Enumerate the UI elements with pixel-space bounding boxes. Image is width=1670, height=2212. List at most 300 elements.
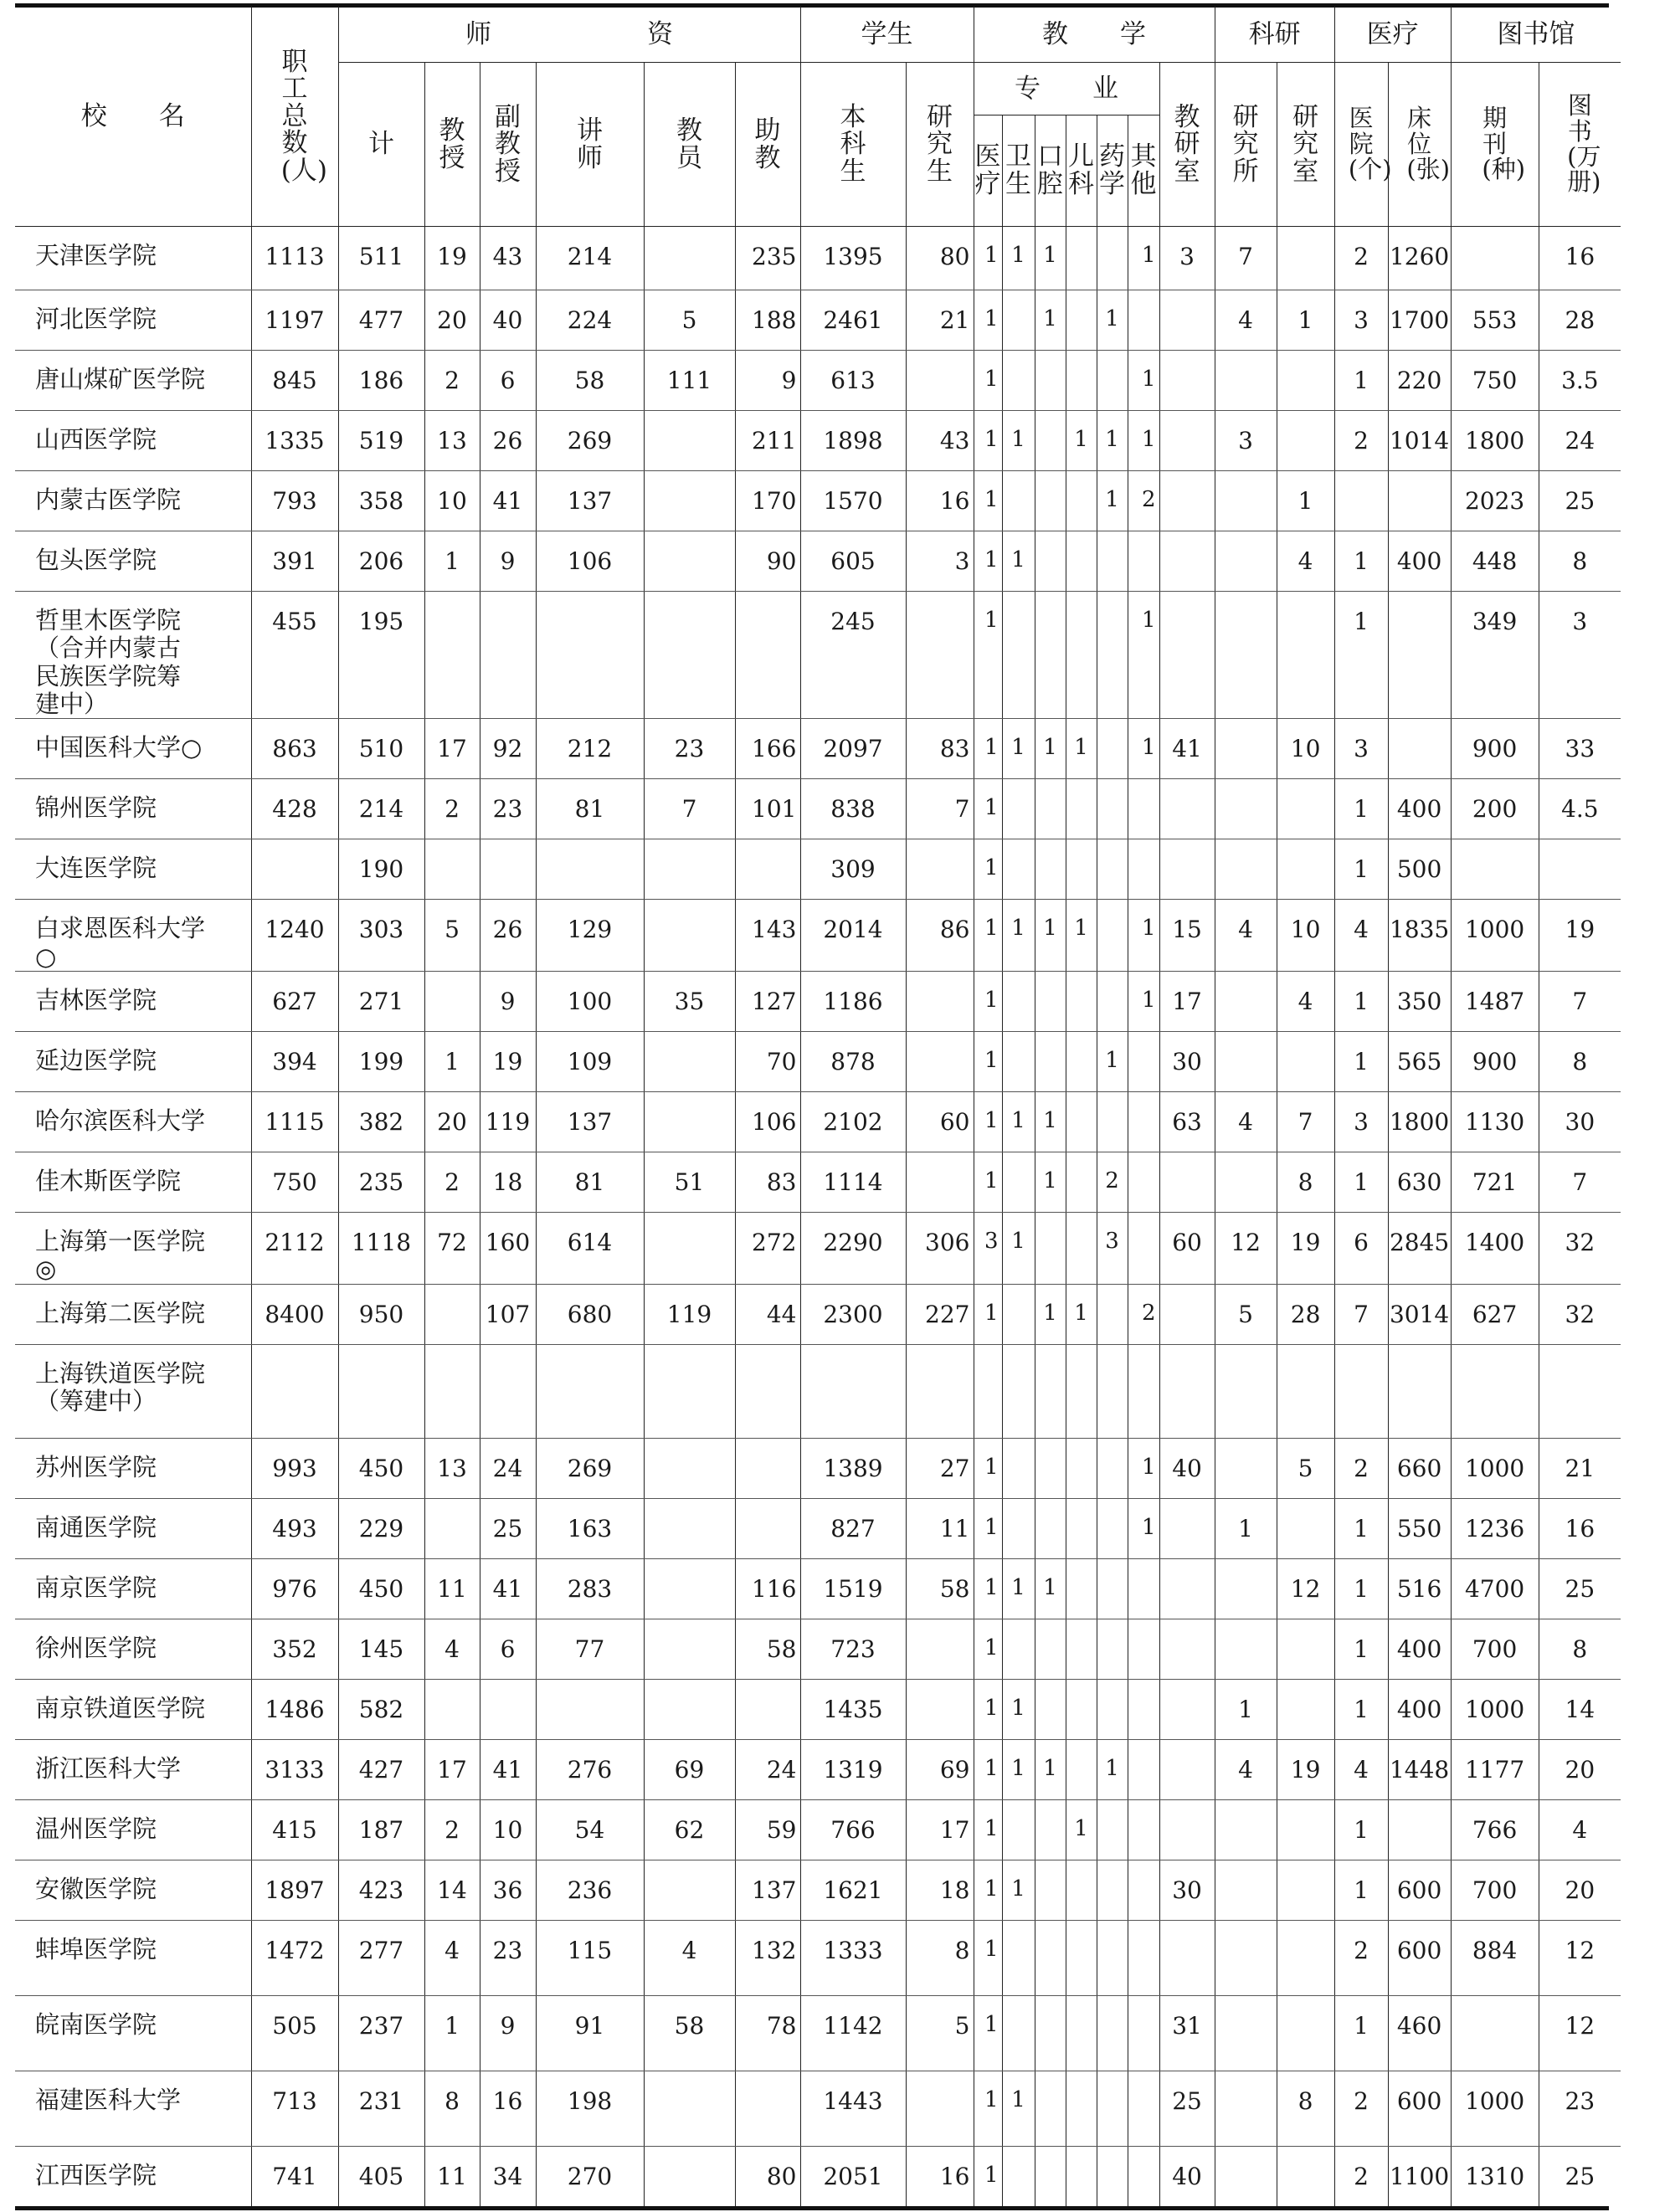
- cell-staff: 1486: [251, 1679, 338, 1739]
- cell-hyg: 1: [1002, 1679, 1035, 1739]
- cell-inst: [1215, 1438, 1277, 1498]
- cell-hosp: 6: [1334, 1213, 1388, 1285]
- cell-jour: 1177: [1451, 1739, 1539, 1799]
- cell-med: [974, 1344, 1002, 1438]
- cell-hosp: 1: [1334, 1995, 1388, 2071]
- cell-lect: 283: [536, 1558, 644, 1619]
- header-undergrad: 本科生: [800, 63, 906, 227]
- cell-inst: 4: [1215, 290, 1277, 351]
- cell-stom: 1: [1035, 1152, 1066, 1213]
- cell-assoc: 10: [480, 1799, 536, 1860]
- cell-hyg: [1002, 1284, 1035, 1344]
- cell-ug: 2014: [800, 900, 906, 972]
- cell-oth: 1: [1128, 1498, 1159, 1558]
- cell-tro: [1159, 1152, 1215, 1213]
- cell-instr: 7: [644, 779, 735, 839]
- cell-prof: 17: [424, 1739, 480, 1799]
- header-institute: 研究所: [1215, 63, 1277, 227]
- cell-hosp: 1: [1334, 972, 1388, 1032]
- table-row: [15, 1092, 1621, 1152]
- cell-books: 12: [1539, 1995, 1621, 2071]
- cell-hosp: 2: [1334, 1920, 1388, 1995]
- cell-lect: 137: [536, 471, 644, 531]
- cell-stom: [1035, 1213, 1066, 1285]
- cell-hosp: 1: [1334, 531, 1388, 592]
- cell-ped: [1066, 2071, 1097, 2146]
- cell-lect: 109: [536, 1032, 644, 1092]
- cell-inst: [1215, 719, 1277, 779]
- cell-t-total: 231: [338, 2071, 424, 2146]
- cell-beds: 400: [1388, 531, 1451, 592]
- cell-staff: 428: [251, 779, 338, 839]
- cell-asst: 58: [735, 1619, 800, 1679]
- cell-ro: [1277, 1032, 1334, 1092]
- cell-asst: [735, 1498, 800, 1558]
- cell-med: 1: [974, 900, 1002, 972]
- cell-inst: [1215, 1995, 1277, 2071]
- cell-t-total: 199: [338, 1032, 424, 1092]
- cell-t-total: 195: [338, 592, 424, 719]
- cell-pharm: [1097, 1558, 1128, 1619]
- cell-tro: 3: [1159, 227, 1215, 290]
- cell-lect: 214: [536, 227, 644, 290]
- cell-tro: 25: [1159, 2071, 1215, 2146]
- cell-instr: [644, 2071, 735, 2146]
- cell-oth: [1128, 839, 1159, 900]
- cell-grad: [906, 1152, 974, 1213]
- cell-tro: 63: [1159, 1092, 1215, 1152]
- cell-oth: 1: [1128, 227, 1159, 290]
- school-name-cell: 苏州医学院: [15, 1438, 251, 1498]
- cell-books: 3.5: [1539, 351, 1621, 411]
- cell-hosp: 1: [1334, 592, 1388, 719]
- cell-jour: 1310: [1451, 2146, 1539, 2206]
- cell-assoc: 160: [480, 1213, 536, 1285]
- cell-hosp: 2: [1334, 2146, 1388, 2206]
- cell-ug: 2051: [800, 2146, 906, 2206]
- cell-staff: 1115: [251, 1092, 338, 1152]
- school-name-cell: 内蒙古医学院: [15, 471, 251, 531]
- header-spec-other: 其他: [1128, 115, 1159, 227]
- cell-tro: [1159, 1799, 1215, 1860]
- cell-prof: 13: [424, 411, 480, 471]
- table-row: [15, 1438, 1621, 1498]
- cell-beds: [1388, 592, 1451, 719]
- cell-beds: 550: [1388, 1498, 1451, 1558]
- cell-ug: 723: [800, 1619, 906, 1679]
- cell-pharm: [1097, 592, 1128, 719]
- cell-inst: [1215, 1920, 1277, 1995]
- cell-asst: 235: [735, 227, 800, 290]
- cell-inst: [1215, 471, 1277, 531]
- cell-grad: [906, 972, 974, 1032]
- cell-ug: 1621: [800, 1860, 906, 1920]
- cell-grad: 43: [906, 411, 974, 471]
- cell-books: 30: [1539, 1092, 1621, 1152]
- cell-books: 25: [1539, 471, 1621, 531]
- cell-hyg: 1: [1002, 2071, 1035, 2146]
- cell-t-total: 511: [338, 227, 424, 290]
- header-lecturer: 讲师: [536, 63, 644, 227]
- cell-prof: 2: [424, 1152, 480, 1213]
- cell-asst: [735, 1344, 800, 1438]
- cell-instr: [644, 1092, 735, 1152]
- cell-staff: 1240: [251, 900, 338, 972]
- cell-hyg: 1: [1002, 900, 1035, 972]
- cell-jour: [1451, 1344, 1539, 1438]
- cell-grad: [906, 1619, 974, 1679]
- cell-assoc: 41: [480, 1739, 536, 1799]
- cell-stom: [1035, 779, 1066, 839]
- cell-hyg: 1: [1002, 719, 1035, 779]
- cell-ug: 1443: [800, 2071, 906, 2146]
- cell-ug: 2097: [800, 719, 906, 779]
- school-name-cell: 上海铁道医学院 （筹建中）: [15, 1344, 251, 1438]
- cell-prof: 14: [424, 1860, 480, 1920]
- header-research-office: 研究室: [1277, 63, 1334, 227]
- cell-books: 7: [1539, 972, 1621, 1032]
- cell-books: 14: [1539, 1679, 1621, 1739]
- header-students: 学生: [800, 7, 974, 63]
- cell-assoc: 25: [480, 1498, 536, 1558]
- cell-hosp: 3: [1334, 290, 1388, 351]
- cell-inst: [1215, 351, 1277, 411]
- cell-t-total: 271: [338, 972, 424, 1032]
- cell-staff: 352: [251, 1619, 338, 1679]
- school-name-cell: 南京医学院: [15, 1558, 251, 1619]
- cell-ped: 1: [1066, 719, 1097, 779]
- header-teaching: 教 学: [974, 7, 1215, 63]
- cell-asst: 188: [735, 290, 800, 351]
- cell-assoc: 9: [480, 531, 536, 592]
- cell-hosp: 1: [1334, 1498, 1388, 1558]
- cell-jour: 200: [1451, 779, 1539, 839]
- cell-ro: [1277, 1344, 1334, 1438]
- cell-assoc: 107: [480, 1284, 536, 1344]
- cell-t-total: 477: [338, 290, 424, 351]
- cell-prof: 4: [424, 1619, 480, 1679]
- cell-prof: 10: [424, 471, 480, 531]
- school-name-cell: 吉林医学院: [15, 972, 251, 1032]
- cell-instr: [644, 1498, 735, 1558]
- cell-staff: 750: [251, 1152, 338, 1213]
- cell-books: 20: [1539, 1860, 1621, 1920]
- cell-t-total: 519: [338, 411, 424, 471]
- cell-pharm: 1: [1097, 1739, 1128, 1799]
- cell-lect: 163: [536, 1498, 644, 1558]
- cell-oth: 1: [1128, 900, 1159, 972]
- cell-pharm: [1097, 1498, 1128, 1558]
- cell-instr: [644, 592, 735, 719]
- cell-tro: 30: [1159, 1860, 1215, 1920]
- cell-ped: [1066, 592, 1097, 719]
- cell-ped: 1: [1066, 1799, 1097, 1860]
- cell-stom: [1035, 592, 1066, 719]
- cell-books: 16: [1539, 1498, 1621, 1558]
- cell-lect: 91: [536, 1995, 644, 2071]
- cell-lect: 276: [536, 1739, 644, 1799]
- cell-staff: 1197: [251, 290, 338, 351]
- cell-beds: 460: [1388, 1995, 1451, 2071]
- cell-asst: 70: [735, 1032, 800, 1092]
- cell-t-total: 235: [338, 1152, 424, 1213]
- cell-t-total: 950: [338, 1284, 424, 1344]
- cell-ped: [1066, 1920, 1097, 1995]
- cell-oth: 1: [1128, 592, 1159, 719]
- cell-instr: 5: [644, 290, 735, 351]
- cell-inst: 3: [1215, 411, 1277, 471]
- cell-grad: [906, 592, 974, 719]
- cell-books: 12: [1539, 1920, 1621, 1995]
- header-teachers-total: 计: [338, 63, 424, 227]
- table-row: [15, 1679, 1621, 1739]
- cell-hosp: [1334, 1344, 1388, 1438]
- cell-inst: [1215, 1558, 1277, 1619]
- cell-asst: 59: [735, 1799, 800, 1860]
- table-row: [15, 1558, 1621, 1619]
- cell-stom: [1035, 839, 1066, 900]
- cell-jour: 750: [1451, 351, 1539, 411]
- table-row: [15, 719, 1621, 779]
- cell-beds: 516: [1388, 1558, 1451, 1619]
- cell-stom: [1035, 351, 1066, 411]
- cell-oth: [1128, 1739, 1159, 1799]
- cell-t-total: 186: [338, 351, 424, 411]
- cell-inst: [1215, 972, 1277, 1032]
- cell-hyg: [1002, 1438, 1035, 1498]
- cell-ped: [1066, 1344, 1097, 1438]
- table-row: [15, 839, 1621, 900]
- table-row: [15, 2071, 1621, 2146]
- cell-med: 1: [974, 1619, 1002, 1679]
- cell-inst: [1215, 2146, 1277, 2206]
- cell-stom: [1035, 1438, 1066, 1498]
- cell-grad: 16: [906, 471, 974, 531]
- cell-grad: 306: [906, 1213, 974, 1285]
- cell-ro: 7: [1277, 1092, 1334, 1152]
- cell-pharm: [1097, 227, 1128, 290]
- cell-ug: 1570: [800, 471, 906, 531]
- header-spec-pediatrics: 儿科: [1066, 115, 1097, 227]
- cell-stom: [1035, 531, 1066, 592]
- cell-asst: 137: [735, 1860, 800, 1920]
- cell-pharm: [1097, 1799, 1128, 1860]
- cell-instr: 119: [644, 1284, 735, 1344]
- cell-tro: [1159, 1558, 1215, 1619]
- cell-stom: [1035, 1344, 1066, 1438]
- cell-hyg: [1002, 351, 1035, 411]
- cell-t-total: 510: [338, 719, 424, 779]
- cell-pharm: [1097, 1344, 1128, 1438]
- cell-tro: [1159, 839, 1215, 900]
- cell-oth: [1128, 1799, 1159, 1860]
- cell-beds: 1700: [1388, 290, 1451, 351]
- cell-inst: [1215, 1619, 1277, 1679]
- cell-ped: [1066, 1092, 1097, 1152]
- cell-ped: [1066, 839, 1097, 900]
- cell-pharm: [1097, 1438, 1128, 1498]
- cell-hyg: 1: [1002, 1739, 1035, 1799]
- cell-med: 1: [974, 2071, 1002, 2146]
- cell-books: [1539, 839, 1621, 900]
- cell-grad: 27: [906, 1438, 974, 1498]
- cell-asst: 90: [735, 531, 800, 592]
- cell-asst: 9: [735, 351, 800, 411]
- cell-t-total: 427: [338, 1739, 424, 1799]
- cell-pharm: 1: [1097, 1032, 1128, 1092]
- cell-tro: 60: [1159, 1213, 1215, 1285]
- cell-beds: 630: [1388, 1152, 1451, 1213]
- cell-hosp: 1: [1334, 351, 1388, 411]
- cell-inst: 4: [1215, 1739, 1277, 1799]
- cell-med: 1: [974, 779, 1002, 839]
- cell-books: 28: [1539, 290, 1621, 351]
- cell-med: 1: [974, 1092, 1002, 1152]
- cell-ro: 10: [1277, 900, 1334, 972]
- cell-grad: 18: [906, 1860, 974, 1920]
- school-name-cell: 福建医科大学: [15, 2071, 251, 2146]
- cell-oth: [1128, 1344, 1159, 1438]
- header-graduate: 研究生: [906, 63, 974, 227]
- cell-tro: 40: [1159, 1438, 1215, 1498]
- cell-tro: [1159, 1344, 1215, 1438]
- cell-staff: 2112: [251, 1213, 338, 1285]
- table-row: [15, 1213, 1621, 1285]
- cell-asst: 101: [735, 779, 800, 839]
- header-spec-stomatology: 口腔: [1035, 115, 1066, 227]
- cell-oth: [1128, 2071, 1159, 2146]
- school-name-cell: 白求恩医科大学 ○: [15, 900, 251, 972]
- cell-assoc: 19: [480, 1032, 536, 1092]
- cell-med: 3: [974, 1213, 1002, 1285]
- cell-med: 1: [974, 1284, 1002, 1344]
- cell-instr: [644, 471, 735, 531]
- cell-inst: [1215, 1344, 1277, 1438]
- cell-instr: [644, 531, 735, 592]
- cell-books: 32: [1539, 1213, 1621, 1285]
- cell-lect: 270: [536, 2146, 644, 2206]
- header-healthcare: 医疗: [1334, 7, 1451, 63]
- cell-ro: 4: [1277, 972, 1334, 1032]
- cell-hosp: 1: [1334, 1799, 1388, 1860]
- cell-oth: [1128, 1152, 1159, 1213]
- cell-asst: [735, 1438, 800, 1498]
- cell-hosp: 1: [1334, 839, 1388, 900]
- cell-ped: [1066, 1995, 1097, 2071]
- cell-books: 7: [1539, 1152, 1621, 1213]
- cell-lect: 614: [536, 1213, 644, 1285]
- cell-ped: [1066, 1739, 1097, 1799]
- cell-asst: 127: [735, 972, 800, 1032]
- cell-ped: [1066, 1032, 1097, 1092]
- cell-ro: [1277, 2146, 1334, 2206]
- cell-jour: 1800: [1451, 411, 1539, 471]
- cell-asst: 24: [735, 1739, 800, 1799]
- cell-prof: [424, 1344, 480, 1438]
- cell-pharm: [1097, 2146, 1128, 2206]
- cell-inst: 5: [1215, 1284, 1277, 1344]
- cell-books: 20: [1539, 1739, 1621, 1799]
- cell-asst: 166: [735, 719, 800, 779]
- cell-ro: [1277, 351, 1334, 411]
- cell-inst: 4: [1215, 1092, 1277, 1152]
- cell-beds: [1388, 719, 1451, 779]
- cell-ro: 5: [1277, 1438, 1334, 1498]
- cell-beds: 1448: [1388, 1739, 1451, 1799]
- cell-books: 4: [1539, 1799, 1621, 1860]
- cell-oth: [1128, 1995, 1159, 2071]
- table-bottom-rule: [15, 2206, 1609, 2210]
- header-journals: 期刊(种): [1451, 63, 1539, 227]
- cell-instr: [644, 1860, 735, 1920]
- cell-lect: 680: [536, 1284, 644, 1344]
- cell-assoc: 6: [480, 351, 536, 411]
- cell-hyg: 1: [1002, 1213, 1035, 1285]
- cell-hyg: [1002, 839, 1035, 900]
- cell-jour: 4700: [1451, 1558, 1539, 1619]
- table-row: [15, 1032, 1621, 1092]
- table-body: [15, 227, 1621, 2207]
- cell-grad: [906, 351, 974, 411]
- cell-lect: 106: [536, 531, 644, 592]
- cell-med: 1: [974, 1860, 1002, 1920]
- cell-pharm: 2: [1097, 1152, 1128, 1213]
- cell-assoc: 9: [480, 972, 536, 1032]
- cell-tro: [1159, 1679, 1215, 1739]
- cell-stom: [1035, 2146, 1066, 2206]
- cell-hyg: [1002, 1920, 1035, 1995]
- header-teaching-office: 教研室: [1159, 63, 1215, 227]
- cell-stom: 1: [1035, 1739, 1066, 1799]
- cell-stom: 1: [1035, 1284, 1066, 1344]
- cell-assoc: 23: [480, 779, 536, 839]
- cell-pharm: [1097, 719, 1128, 779]
- cell-pharm: [1097, 2071, 1128, 2146]
- school-name-cell: 南通医学院: [15, 1498, 251, 1558]
- cell-assoc: 34: [480, 2146, 536, 2206]
- cell-lect: [536, 1344, 644, 1438]
- cell-lect: 269: [536, 411, 644, 471]
- cell-oth: [1128, 1860, 1159, 1920]
- table-row: [15, 1498, 1621, 1558]
- cell-prof: 13: [424, 1438, 480, 1498]
- cell-prof: [424, 839, 480, 900]
- cell-asst: 116: [735, 1558, 800, 1619]
- cell-stom: [1035, 411, 1066, 471]
- cell-staff: 793: [251, 471, 338, 531]
- cell-oth: 1: [1128, 1438, 1159, 1498]
- school-name-cell: 上海第二医学院: [15, 1284, 251, 1344]
- cell-instr: 51: [644, 1152, 735, 1213]
- cell-assoc: 41: [480, 1558, 536, 1619]
- cell-oth: 1: [1128, 411, 1159, 471]
- cell-staff: 1472: [251, 1920, 338, 1995]
- cell-med: 1: [974, 227, 1002, 290]
- cell-books: 32: [1539, 1284, 1621, 1344]
- cell-oth: 2: [1128, 471, 1159, 531]
- cell-ped: [1066, 1619, 1097, 1679]
- cell-hyg: [1002, 1032, 1035, 1092]
- cell-lect: 54: [536, 1799, 644, 1860]
- cell-stom: 1: [1035, 1558, 1066, 1619]
- cell-assoc: 92: [480, 719, 536, 779]
- cell-ro: 8: [1277, 2071, 1334, 2146]
- cell-t-total: 450: [338, 1438, 424, 1498]
- cell-books: 24: [1539, 411, 1621, 471]
- cell-hosp: 1: [1334, 1152, 1388, 1213]
- cell-ro: 10: [1277, 719, 1334, 779]
- cell-pharm: [1097, 1995, 1128, 2071]
